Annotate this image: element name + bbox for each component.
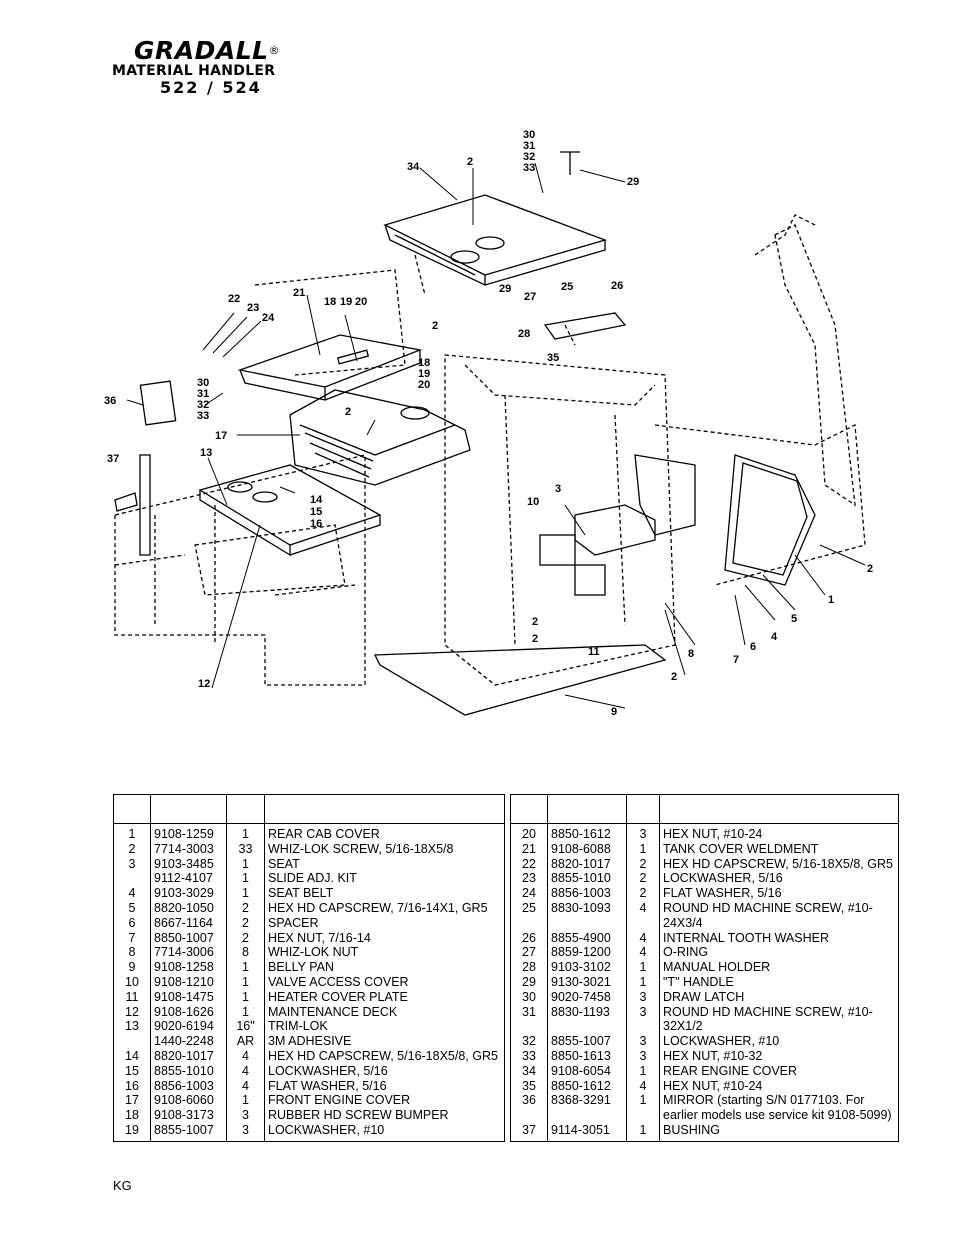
item-number: 3 [114, 857, 151, 872]
callout-30-left: 30 [197, 377, 210, 389]
callout-2-lower: 2 [532, 616, 539, 628]
part-number: 8850-1007 [151, 931, 227, 946]
callout-labels [104, 129, 873, 718]
manual-holder [545, 313, 625, 339]
callout-18-top: 18 [324, 296, 337, 308]
item-number: 32 [511, 1034, 548, 1049]
quantity: 1 [627, 1093, 660, 1123]
table-row [114, 1064, 505, 1079]
quantity: 1 [227, 824, 265, 842]
callout-18: 18 [418, 357, 431, 369]
part-number: 8859-1200 [548, 945, 627, 960]
callout-17: 17 [215, 430, 228, 442]
item-number: 30 [511, 990, 548, 1005]
table-row [511, 1123, 899, 1141]
description: BUSHING [660, 1123, 899, 1141]
table-row [511, 1064, 899, 1079]
part-number: 9103-3102 [548, 960, 627, 975]
quantity: 3 [627, 1005, 660, 1035]
callout-34: 34 [407, 161, 420, 173]
table-row [511, 1079, 899, 1094]
callout-2-front: 2 [345, 406, 352, 418]
leader-lines [127, 163, 865, 708]
item-number: 36 [511, 1093, 548, 1123]
callout-2: 2 [467, 156, 474, 168]
header-description [265, 795, 505, 824]
table-row [114, 960, 505, 975]
table-row [114, 1005, 505, 1020]
quantity: 3 [627, 990, 660, 1005]
part-number: 8820-1050 [151, 901, 227, 916]
part-number: 9020-6194 [151, 1019, 227, 1034]
table-row [114, 1123, 505, 1141]
description: FRONT ENGINE COVER [265, 1093, 505, 1108]
callout-15: 15 [310, 506, 323, 518]
table-row [511, 945, 899, 960]
part-number: 8850-1612 [548, 824, 627, 842]
part-number: 9108-3173 [151, 1108, 227, 1123]
table-row [511, 990, 899, 1005]
belly-pan [375, 645, 665, 715]
part-number: 9108-6088 [548, 842, 627, 857]
description: HEX NUT, #10-24 [660, 1079, 899, 1094]
table-row [511, 842, 899, 857]
callout-13: 13 [200, 447, 213, 459]
description: FLAT WASHER, 5/16 [265, 1079, 505, 1094]
part-number: 8856-1003 [548, 886, 627, 901]
description: LOCKWASHER, #10 [265, 1123, 505, 1141]
table-row [114, 1108, 505, 1123]
seat [575, 455, 695, 555]
part-number: 8820-1017 [548, 857, 627, 872]
item-number: 29 [511, 975, 548, 990]
quantity: 16" [227, 1019, 265, 1034]
item-number: 2 [114, 842, 151, 857]
header-description [660, 795, 899, 824]
callout-33-left: 33 [197, 410, 210, 422]
callout-30: 30 [523, 129, 536, 141]
table-row [511, 1005, 899, 1035]
part-number: 9103-3029 [151, 886, 227, 901]
quantity: 1 [227, 1005, 265, 1020]
header-qty [627, 795, 660, 824]
item-number: 12 [114, 1005, 151, 1020]
part-number: 9108-1626 [151, 1005, 227, 1020]
item-number: 1 [114, 824, 151, 842]
callout-14: 14 [310, 494, 323, 506]
quantity: 2 [627, 871, 660, 886]
table-row [511, 1034, 899, 1049]
table-row [511, 901, 899, 931]
description: INTERNAL TOOTH WASHER [660, 931, 899, 946]
table-row [114, 990, 505, 1005]
header-qty [227, 795, 265, 824]
quantity: 3 [627, 1034, 660, 1049]
header-index [511, 795, 548, 824]
item-number: 5 [114, 901, 151, 916]
table-row [114, 1034, 505, 1049]
item-number: 14 [114, 1049, 151, 1064]
parts-table-left-body [114, 824, 505, 1142]
quantity: 1 [227, 1093, 265, 1108]
quantity: 8 [227, 945, 265, 960]
quantity: 2 [227, 931, 265, 946]
valve-access-cover [540, 535, 575, 565]
callout-29: 29 [627, 176, 640, 188]
machine-frame-outline [115, 215, 865, 685]
part-number: 9020-7458 [548, 990, 627, 1005]
callout-21: 21 [293, 287, 306, 299]
item-number: 24 [511, 886, 548, 901]
table-row [114, 1049, 505, 1064]
part-number: 8830-1093 [548, 901, 627, 931]
description: O-RING [660, 945, 899, 960]
callout-24: 24 [262, 312, 275, 324]
item-number: 16 [114, 1079, 151, 1094]
table-row [511, 824, 899, 842]
part-number: 8855-1010 [151, 1064, 227, 1079]
part-number: 8820-1017 [151, 1049, 227, 1064]
callout-1: 1 [828, 594, 835, 606]
brand-model: 522 / 524 [160, 78, 262, 97]
quantity: 1 [227, 975, 265, 990]
item-number: 17 [114, 1093, 151, 1108]
quantity: 2 [227, 916, 265, 931]
description: LOCKWASHER, #10 [660, 1034, 899, 1049]
description: REAR ENGINE COVER [660, 1064, 899, 1079]
callout-8: 8 [688, 648, 695, 660]
maintenance-deck [200, 465, 380, 555]
quantity: 1 [627, 1123, 660, 1141]
t-handle [560, 152, 580, 175]
callout-3: 3 [555, 483, 562, 495]
callout-31-left: 31 [197, 388, 210, 400]
table-row [511, 886, 899, 901]
callout-4: 4 [771, 631, 778, 643]
item-number: 15 [114, 1064, 151, 1079]
table-row [114, 857, 505, 872]
item-number: 27 [511, 945, 548, 960]
item-number: 37 [511, 1123, 548, 1141]
brand-name: GRADALL® [134, 36, 281, 65]
description: ROUND HD MACHINE SCREW, #10-24X3/4 [660, 901, 899, 931]
part-number: 8368-3291 [548, 1093, 627, 1123]
callout-25: 25 [561, 281, 574, 293]
description: TRIM-LOK [265, 1019, 505, 1034]
table-row [114, 901, 505, 916]
description: HEX NUT, #10-24 [660, 824, 899, 842]
quantity: 4 [627, 945, 660, 960]
description: BELLY PAN [265, 960, 505, 975]
description: TANK COVER WELDMENT [660, 842, 899, 857]
quantity: 2 [227, 901, 265, 916]
quantity: 33 [227, 842, 265, 857]
part-number: 9108-1258 [151, 960, 227, 975]
table-row [114, 824, 505, 842]
header-part-number [151, 795, 227, 824]
description: LOCKWASHER, 5/16 [660, 871, 899, 886]
description: MANUAL HOLDER [660, 960, 899, 975]
part-number: 9108-1475 [151, 990, 227, 1005]
part-number: 9108-1259 [151, 824, 227, 842]
quantity: 4 [627, 931, 660, 946]
part-number: 7714-3006 [151, 945, 227, 960]
bushing-post [115, 455, 150, 555]
item-number: 18 [114, 1108, 151, 1123]
part-number: 9108-1210 [151, 975, 227, 990]
callout-28: 28 [518, 328, 531, 340]
description: SEAT [265, 857, 505, 872]
quantity: 4 [627, 1079, 660, 1094]
callout-2-right: 2 [867, 563, 874, 575]
callout-10: 10 [527, 496, 540, 508]
callout-12: 12 [198, 678, 211, 690]
item-number: 21 [511, 842, 548, 857]
quantity: 1 [227, 871, 265, 886]
part-number: 7714-3003 [151, 842, 227, 857]
parts-table-right [510, 794, 899, 1142]
description: SPACER [265, 916, 505, 931]
rear-cab-cover [725, 455, 815, 585]
callout-20-top: 20 [355, 296, 368, 308]
description: ROUND HD MACHINE SCREW, #10-32X1/2 [660, 1005, 899, 1035]
quantity: AR [227, 1034, 265, 1049]
callout-32: 32 [523, 151, 536, 163]
quantity: 4 [227, 1079, 265, 1094]
quantity: 2 [627, 857, 660, 872]
table-row [114, 1093, 505, 1108]
brand-logo [112, 38, 302, 97]
callout-2-mid: 2 [432, 320, 439, 332]
parts-table-header [511, 795, 899, 824]
item-number: 19 [114, 1123, 151, 1141]
callout-29-lower: 29 [499, 283, 512, 295]
item-number: 31 [511, 1005, 548, 1035]
table-row [511, 1093, 899, 1123]
table-row [114, 1019, 505, 1034]
item-number: 10 [114, 975, 151, 990]
item-number: 25 [511, 901, 548, 931]
tank-cover-weldment [240, 335, 420, 400]
callout-36: 36 [104, 395, 117, 407]
description: SLIDE ADJ. KIT [265, 871, 505, 886]
part-number: 8667-1164 [151, 916, 227, 931]
callout-33: 33 [523, 162, 536, 174]
quantity: 2 [627, 886, 660, 901]
part-number: 8855-1010 [548, 871, 627, 886]
table-row [114, 842, 505, 857]
callout-20: 20 [418, 379, 431, 391]
part-number: 8830-1193 [548, 1005, 627, 1035]
description: HEX NUT, 7/16-14 [265, 931, 505, 946]
quantity: 1 [227, 990, 265, 1005]
table-row [511, 960, 899, 975]
part-number: 8855-1007 [548, 1034, 627, 1049]
rear-engine-cover [385, 195, 605, 285]
callout-9: 9 [611, 706, 618, 718]
quantity: 4 [227, 1064, 265, 1079]
part-number: 9103-3485 [151, 857, 227, 872]
callout-37: 37 [107, 453, 120, 465]
part-number: 8855-4900 [548, 931, 627, 946]
quantity: 4 [627, 901, 660, 931]
callout-2-bottom: 2 [671, 671, 678, 683]
quantity: 1 [227, 857, 265, 872]
description: HEX HD CAPSCREW, 5/16-18X5/8, GR5 [265, 1049, 505, 1064]
description: SEAT BELT [265, 886, 505, 901]
part-number: 1440-2248 [151, 1034, 227, 1049]
callout-31: 31 [523, 140, 536, 152]
item-number: 6 [114, 916, 151, 931]
table-row [114, 871, 505, 886]
part-number: 9108-6054 [548, 1064, 627, 1079]
item-number: 20 [511, 824, 548, 842]
callout-7: 7 [733, 654, 740, 666]
item-number: 34 [511, 1064, 548, 1079]
description: VALVE ACCESS COVER [265, 975, 505, 990]
quantity: 1 [627, 960, 660, 975]
item-number: 28 [511, 960, 548, 975]
callout-27: 27 [524, 291, 537, 303]
description: MAINTENANCE DECK [265, 1005, 505, 1020]
parts-table-right-body [511, 824, 899, 1142]
table-row [511, 857, 899, 872]
item-number: 4 [114, 886, 151, 901]
callout-35: 35 [547, 352, 560, 364]
callout-22: 22 [228, 293, 241, 305]
heater-cover-plate [575, 565, 605, 595]
quantity: 3 [627, 1049, 660, 1064]
item-number: 13 [114, 1019, 151, 1034]
quantity: 3 [227, 1108, 265, 1123]
callout-6: 6 [750, 641, 757, 653]
header-part-number [548, 795, 627, 824]
description: RUBBER HD SCREW BUMPER [265, 1108, 505, 1123]
description: WHIZ-LOK SCREW, 5/16-18X5/8 [265, 842, 505, 857]
callout-23: 23 [247, 302, 260, 314]
item-number [114, 871, 151, 886]
part-number: 8850-1613 [548, 1049, 627, 1064]
table-row [114, 916, 505, 931]
part-number: 9112-4107 [151, 871, 227, 886]
quantity: 3 [627, 824, 660, 842]
item-number: 7 [114, 931, 151, 946]
table-row [114, 1079, 505, 1094]
description: REAR CAB COVER [265, 824, 505, 842]
description: DRAW LATCH [660, 990, 899, 1005]
quantity: 4 [227, 1049, 265, 1064]
description: "T" HANDLE [660, 975, 899, 990]
part-number: 9108-6060 [151, 1093, 227, 1108]
callout-2-lower-b: 2 [532, 633, 539, 645]
header-index [114, 795, 151, 824]
description: HEATER COVER PLATE [265, 990, 505, 1005]
item-number: 26 [511, 931, 548, 946]
callout-16: 16 [310, 518, 323, 530]
description: WHIZ-LOK NUT [265, 945, 505, 960]
callout-5: 5 [791, 613, 798, 625]
description: MIRROR (starting S/N 0177103. For earlier models use service kit 9108-5099) [660, 1093, 899, 1123]
quantity: 1 [627, 1064, 660, 1079]
quantity: 3 [227, 1123, 265, 1141]
table-row [511, 1049, 899, 1064]
footer-code: KG [113, 1178, 132, 1193]
description: HEX NUT, #10-32 [660, 1049, 899, 1064]
table-row [511, 931, 899, 946]
item-number: 23 [511, 871, 548, 886]
table-row [114, 886, 505, 901]
description: LOCKWASHER, 5/16 [265, 1064, 505, 1079]
table-row [114, 975, 505, 990]
item-number: 35 [511, 1079, 548, 1094]
item-number: 11 [114, 990, 151, 1005]
item-number: 22 [511, 857, 548, 872]
parts-table-left [113, 794, 505, 1142]
quantity: 1 [627, 975, 660, 990]
quantity: 1 [227, 886, 265, 901]
part-number: 8855-1007 [151, 1123, 227, 1141]
table-row [114, 931, 505, 946]
item-number [114, 1034, 151, 1049]
parts-table-header [114, 795, 505, 824]
part-number: 8856-1003 [151, 1079, 227, 1094]
item-number: 9 [114, 960, 151, 975]
item-number: 8 [114, 945, 151, 960]
quantity: 1 [627, 842, 660, 857]
part-number: 8850-1612 [548, 1079, 627, 1094]
callout-26: 26 [611, 280, 624, 292]
part-number: 9114-3051 [548, 1123, 627, 1141]
callout-19-top: 19 [340, 296, 353, 308]
exploded-parts-diagram [95, 125, 895, 725]
part-number: 9130-3021 [548, 975, 627, 990]
callout-32-left: 32 [197, 399, 210, 411]
callout-19: 19 [418, 368, 431, 380]
table-row [511, 871, 899, 886]
callout-11: 11 [588, 646, 600, 658]
description: HEX HD CAPSCREW, 7/16-14X1, GR5 [265, 901, 505, 916]
description: HEX HD CAPSCREW, 5/16-18X5/8, GR5 [660, 857, 899, 872]
table-row [114, 945, 505, 960]
table-row [511, 975, 899, 990]
brand-subtitle: MATERIAL HANDLER [112, 63, 276, 79]
description: 3M ADHESIVE [265, 1034, 505, 1049]
quantity: 1 [227, 960, 265, 975]
description: FLAT WASHER, 5/16 [660, 886, 899, 901]
mirror [140, 381, 175, 425]
front-engine-cover [290, 390, 470, 485]
item-number: 33 [511, 1049, 548, 1064]
